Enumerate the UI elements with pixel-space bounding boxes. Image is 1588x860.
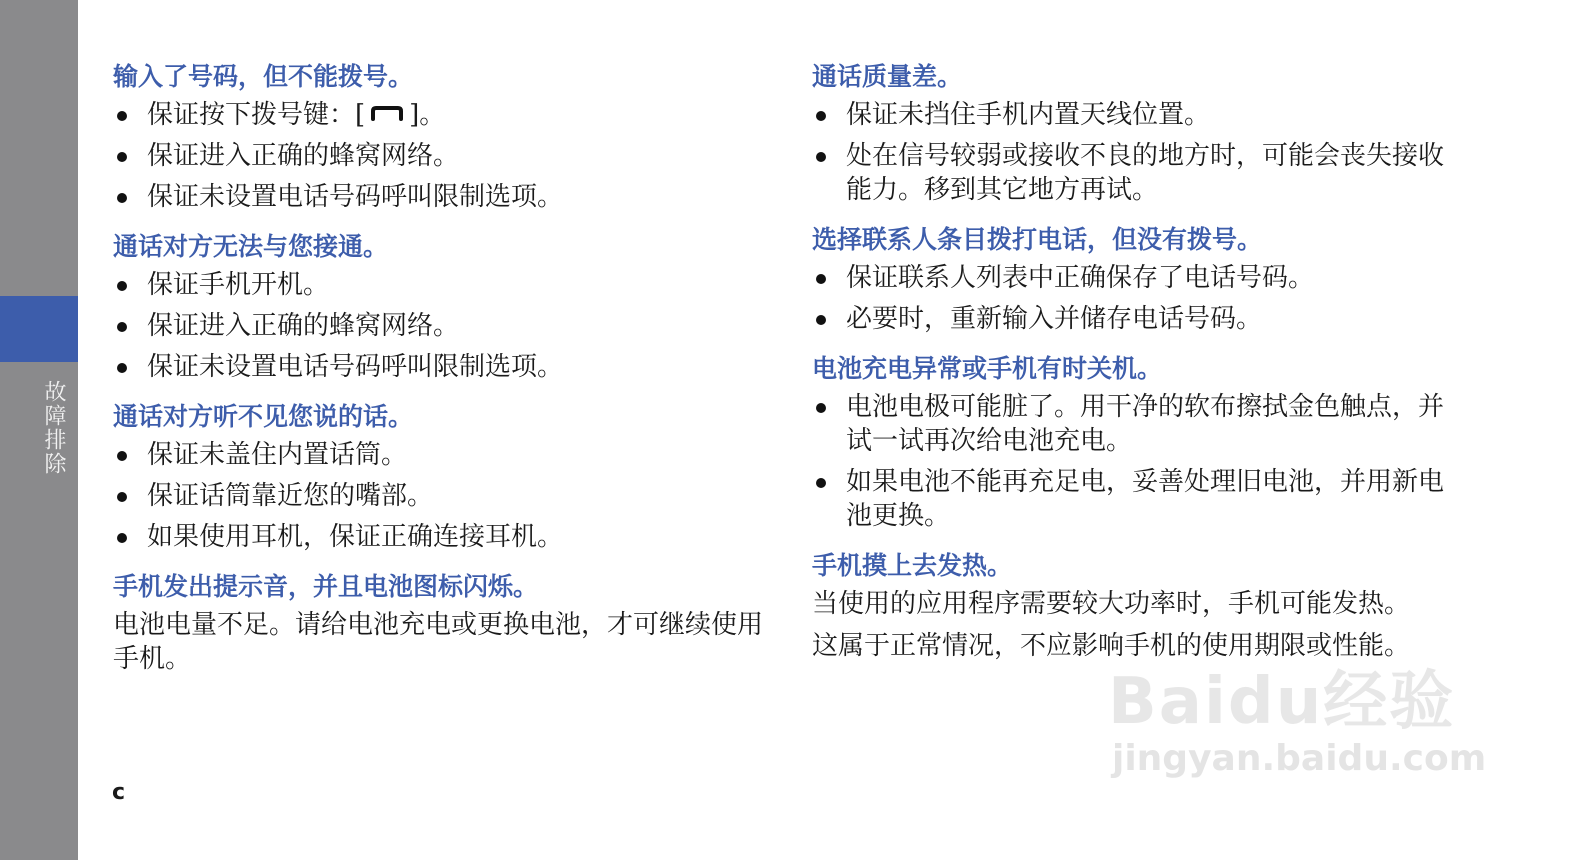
- list-item: 保证话筒靠近您的嘴部。: [113, 479, 763, 513]
- chapter-tab: [0, 296, 78, 362]
- bullet-list: [812, 261, 1452, 336]
- section-cannot-hear: [113, 398, 763, 554]
- list-item: 如果电池不能再充足电，妥善处理旧电池，并用新电池更换。: [812, 465, 1452, 533]
- watermark-url: jingyan.baidu.com: [1112, 738, 1487, 779]
- paragraph: 这属于正常情况，不应影响手机的使用期限或性能。: [812, 631, 1411, 661]
- bullet-list: [812, 390, 1452, 533]
- list-item: 保证未盖住内置话筒。: [113, 438, 763, 472]
- list-item: 电池电极可能脏了。用干净的软布擦拭金色触点，并试一试再次给电池充电。: [812, 390, 1452, 458]
- list-item: 保证未挡住手机内置天线位置。: [812, 98, 1452, 132]
- section-heading: 电池充电异常或手机有时关机。: [812, 354, 1163, 383]
- list-item: [113, 98, 763, 132]
- section-heading: 输入了号码，但不能拨号。: [113, 62, 414, 91]
- list-item: 保证进入正确的蜂窝网络。: [113, 139, 763, 173]
- list-item: 保证未设置电话号码呼叫限制选项。: [113, 180, 763, 214]
- list-item: 保证手机开机。: [113, 268, 763, 302]
- section-poor-quality: [812, 58, 1452, 207]
- section-heading: 手机摸上去发热。: [812, 551, 1013, 580]
- right-column: [812, 58, 1452, 677]
- chapter-label: 故障排除: [41, 380, 66, 476]
- section-charging-abnormal: [812, 350, 1452, 533]
- section-contact-no-dial: [812, 221, 1452, 336]
- page-marker: c: [112, 780, 126, 805]
- sidebar: [0, 0, 78, 860]
- section-heading: 手机发出提示音，并且电池图标闪烁。: [113, 572, 539, 601]
- section-heading: 选择联系人条目拨打电话，但没有拨号。: [812, 225, 1263, 254]
- list-item: 保证进入正确的蜂窝网络。: [113, 309, 763, 343]
- section-heading: 通话对方无法与您接通。: [113, 232, 389, 261]
- paragraph: 电池电量不足。请给电池充电或更换电池，才可继续使用手机。: [113, 610, 764, 674]
- left-column: [113, 58, 763, 690]
- section-heading: 通话质量差。: [812, 62, 963, 91]
- bullet-list: [113, 268, 763, 384]
- item-text-before: 保证按下拨号键：[: [147, 100, 366, 130]
- section-cannot-connect: [113, 228, 763, 384]
- list-item: 必要时，重新输入并储存电话号码。: [812, 302, 1452, 336]
- bullet-list: [113, 98, 763, 214]
- bullet-list: [113, 438, 763, 554]
- list-item: 保证未设置电话号码呼叫限制选项。: [113, 350, 763, 384]
- list-item: 处在信号较弱或接收不良的地方时，可能会丧失接收能力。移到其它地方再试。: [812, 139, 1452, 207]
- item-text-after: ]。: [409, 100, 446, 130]
- watermark-brand: Baidu经验: [1108, 665, 1456, 739]
- list-item: 保证联系人列表中正确保存了电话号码。: [812, 261, 1452, 295]
- section-battery-beep: [113, 568, 763, 676]
- dial-key-icon: [367, 103, 407, 123]
- bullet-list: [812, 98, 1452, 207]
- section-heading: 通话对方听不见您说的话。: [113, 402, 414, 431]
- paragraph: 当使用的应用程序需要较大功率时，手机可能发热。: [812, 589, 1411, 619]
- section-cannot-dial: [113, 58, 763, 214]
- list-item: 如果使用耳机，保证正确连接耳机。: [113, 520, 763, 554]
- section-phone-hot: [812, 547, 1452, 663]
